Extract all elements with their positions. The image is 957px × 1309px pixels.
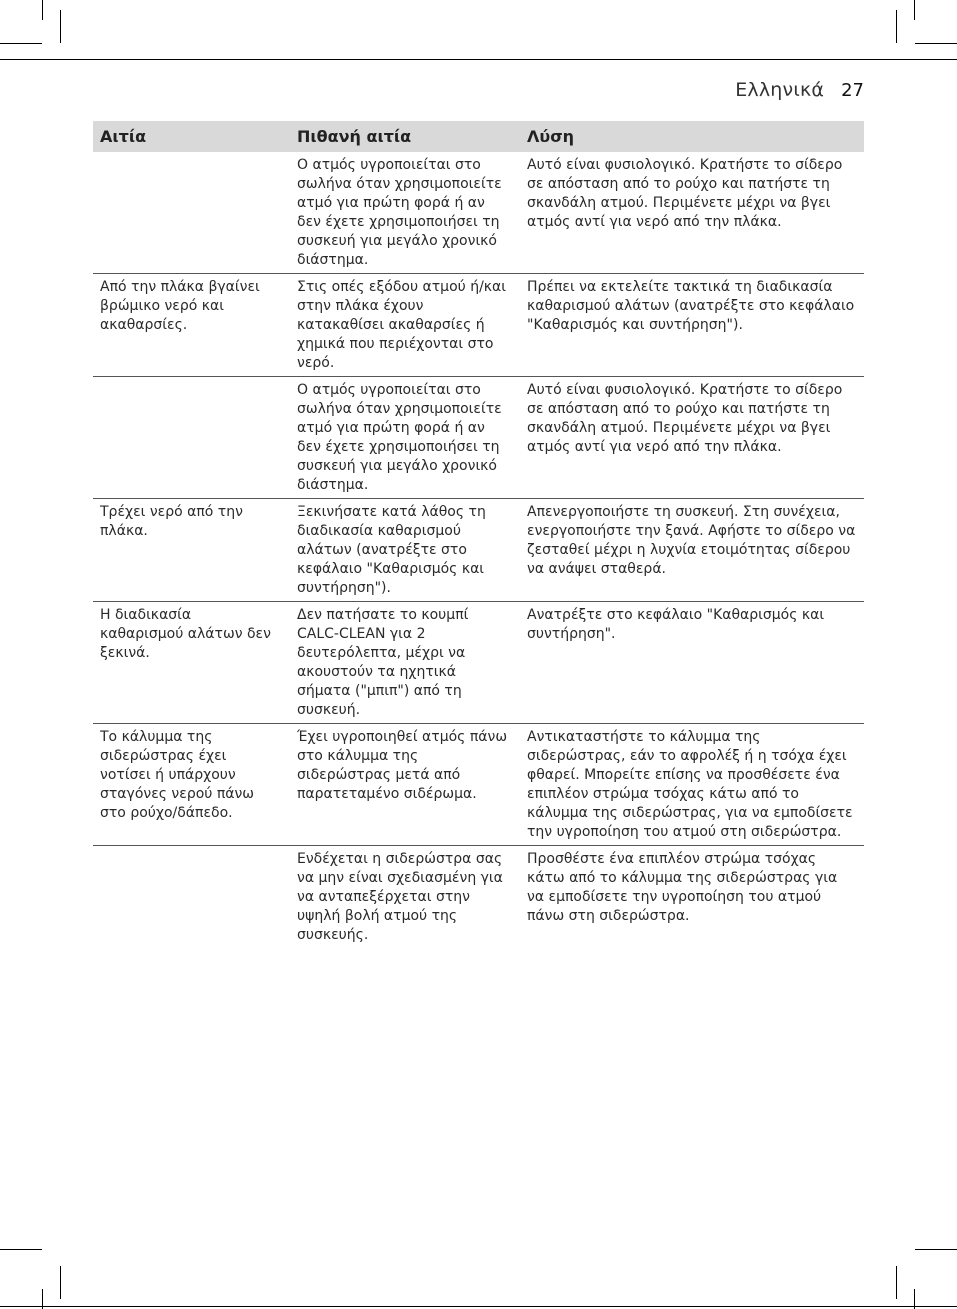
table-row [93,377,864,499]
crop-mark [0,43,42,44]
crop-mark [42,0,43,20]
page-header [735,79,864,101]
troubleshooting-table [93,121,864,948]
solution-cell: Ανατρέξτε στο κεφάλαιο "Καθαρισμός και συντήρηση". [513,602,864,724]
column-header-cause: Αιτία [93,121,283,152]
possible-cause-cell: Στις οπές εξόδου ατμού ή/και στην πλάκα έχουν κατακαθίσει ακαθαρσίες ή χημικά που περιέχονται στο νερό. [283,274,513,377]
column-header-solution: Λύση [513,121,864,152]
possible-cause-cell: Ξεκινήσατε κατά λάθος τη διαδικασία καθαρισμού αλάτων (ανατρέξτε στο κεφάλαιο "Καθαρισμός και συντήρηση"). [283,499,513,602]
solution-cell: Πρέπει να εκτελείτε τακτικά τη διαδικασία καθαρισμού αλάτων (ανατρέξτε στο κεφάλαιο "Καθαρισμός και συντήρηση"). [513,274,864,377]
column-header-possible-cause: Πιθανή αιτία [283,121,513,152]
cause-cell: Η διαδικασία καθαρισμού αλάτων δεν ξεκινά. [93,602,283,724]
crop-mark [0,1306,957,1307]
possible-cause-cell: Ενδέχεται η σιδερώστρα σας να μην είναι σχεδιασμένη για να ανταπεξέρχεται στην υψηλή βολή ατμού της συσκευής. [297,851,503,943]
possible-cause-cell: Δεν πατήσατε το κουμπί CALC-CLEAN για 2 δευτερόλεπτα, μέχρι να ακουστούν τα ηχητικά σήματα ("μπιπ") από τη συσκευή. [283,602,513,724]
solution-cell: Αυτό είναι φυσιολογικό. Κρατήστε το σίδερο σε απόσταση από το ρούχο και πατήστε τη σκανδάλη ατμού. Περιμένετε μέχρι να βγει ατμός αντί για νερό από την πλάκα. [513,377,864,499]
table-row [93,274,864,377]
crop-mark [914,0,915,20]
cause-cell [93,152,283,274]
crop-mark [60,10,61,43]
crop-mark [0,1249,42,1250]
solution-cell: Αντικαταστήστε το κάλυμμα της σιδερώστρας, εάν το αφρολέξ ή η τσόχα έχει φθαρεί. Μπορείτε επίσης να προσθέσετε ένα επιπλέον στρώμα τσόχας κάτω από το κάλυμμα της σιδερώστρας, για να εμποδίσετε την υγροποίηση του ατμού στη σιδερώστρα. [513,724,864,846]
possible-cause-cell: Ο ατμός υγροποιείται στο σωλήνα όταν χρησιμοποιείτε ατμό για πρώτη φορά ή αν δεν έχετε χρησιμοποιήσει τη συσκευή για μεγάλο χρονικό διάστημα. [283,377,513,499]
table-header-row [93,121,864,152]
cause-cell: Το κάλυμμα της σιδερώστρας έχει νοτίσει ή υπάρχουν σταγόνες νερού πάνω στο ρούχο/δάπεδο. [93,724,283,846]
possible-cause-cell: Έχει υγροποιηθεί ατμός πάνω στο κάλυμμα της σιδερώστρας μετά από παρατεταμένο σιδέρωμα. [283,724,513,846]
solution-cell: Απενεργοποιήστε τη συσκευή. Στη συνέχεια, ενεργοποιήστε την ξανά. Αφήστε το σίδερο να ζεσταθεί μέχρι η λυχνία ετοιμότητας σίδερου να ανάψει σταθερά. [513,499,864,602]
cause-cell: Τρέχει νερό από την πλάκα. [93,499,283,602]
crop-mark [896,10,897,43]
solution-cell: Προσθέστε ένα επιπλέον στρώμα τσόχας κάτω από το κάλυμμα της σιδερώστρας για να εμποδίσετε την υγροποίηση του ατμού πάνω στη σιδερώστρα. [527,851,838,924]
crop-mark [896,1266,897,1299]
page-number: 27 [841,80,864,101]
table-row [93,602,864,724]
table-row [93,152,864,274]
possible-cause-cell: Ο ατμός υγροποιείται στο σωλήνα όταν χρησιμοποιείτε ατμό για πρώτη φορά ή αν δεν έχετε χρησιμοποιήσει τη συσκευή για μεγάλο χρονικό διάστημα. [283,152,513,274]
crop-mark [60,1266,61,1299]
crop-mark [915,1249,957,1250]
solution-cell: Αυτό είναι φυσιολογικό. Κρατήστε το σίδερο σε απόσταση από το ρούχο και πατήστε τη σκανδάλη ατμού. Περιμένετε μέχρι να βγει ατμός αντί για νερό από την πλάκα. [513,152,864,274]
crop-mark [915,43,957,44]
table-row [93,846,864,949]
table-row [93,724,864,846]
crop-mark [914,1289,915,1309]
language-label: Ελληνικά [735,79,825,101]
cause-cell [93,846,283,949]
cause-cell: Από την πλάκα βγαίνει βρώμικο νερό και ακαθαρσίες. [93,274,283,377]
cause-cell [93,377,283,499]
crop-mark [0,59,957,60]
table-row [93,499,864,602]
